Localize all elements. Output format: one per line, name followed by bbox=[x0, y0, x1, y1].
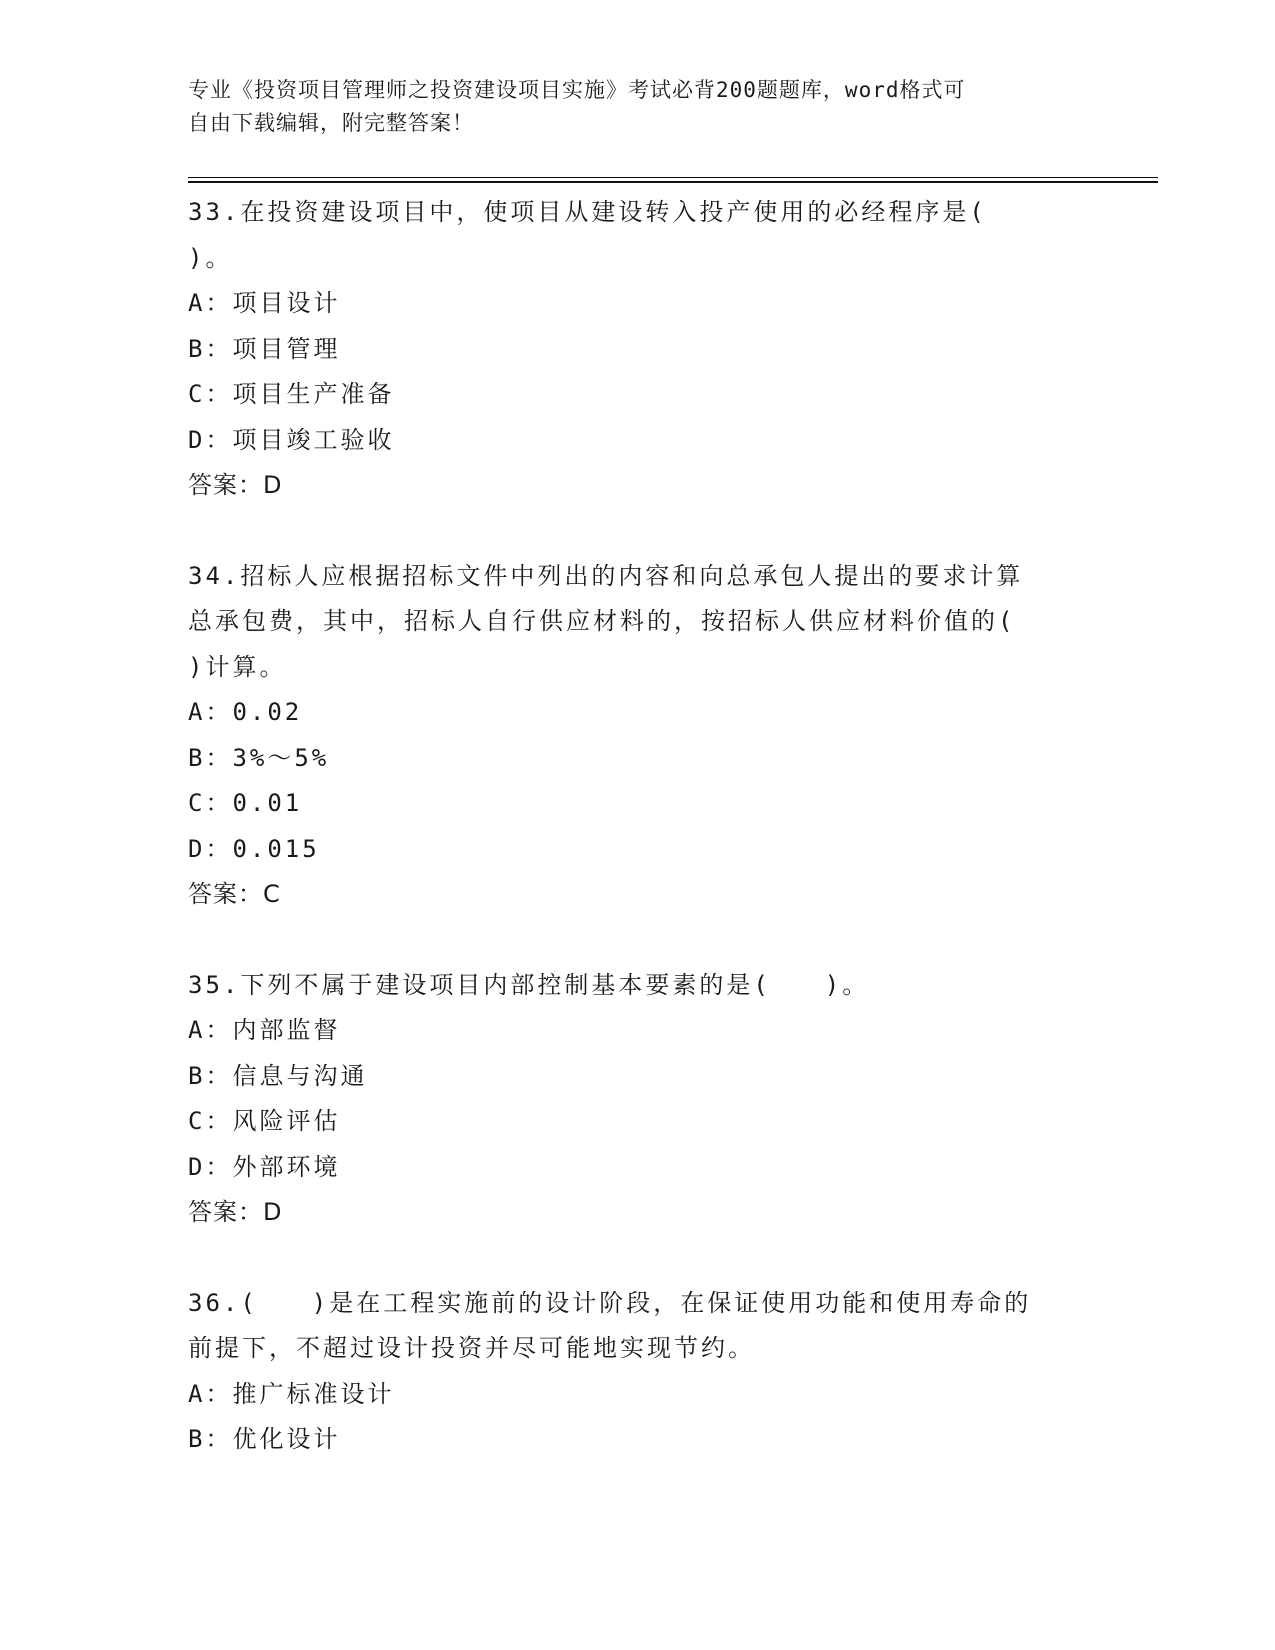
header-rule-thick bbox=[188, 181, 1158, 183]
question-stem-line: 35.下列不属于建设项目内部控制基本要素的是( )。 bbox=[188, 970, 870, 999]
question-stem-line: )。 bbox=[188, 243, 233, 272]
question-stem-line: 总承包费，其中，招标人自行供应材料的，按招标人供应材料价值的( bbox=[188, 607, 1016, 635]
option-b: B：优化设计 bbox=[188, 1425, 341, 1453]
answer: 答案：D bbox=[188, 1198, 283, 1226]
question-stem-line: 34.招标人应根据招标文件中列出的内容和向总承包人提出的要求计算 bbox=[188, 561, 1024, 590]
option-d: D：0.015 bbox=[188, 834, 320, 863]
question-spacer bbox=[188, 918, 1088, 963]
question-stem-line: 前提下，不超过设计投资并尽可能地实现节约。 bbox=[188, 1334, 755, 1362]
option-d: D：外部环境 bbox=[188, 1152, 341, 1181]
question-stem-line: )计算。 bbox=[188, 652, 287, 681]
question-spacer bbox=[188, 1236, 1088, 1281]
question-36 bbox=[188, 1281, 1088, 1463]
option-a: A：0.02 bbox=[188, 698, 303, 726]
question-list bbox=[188, 190, 1088, 1463]
option-b: B：项目管理 bbox=[188, 334, 341, 363]
option-a: A：内部监督 bbox=[188, 1016, 341, 1044]
answer: 答案：D bbox=[188, 471, 283, 499]
option-c: C：风险评估 bbox=[188, 1107, 341, 1135]
question-33 bbox=[188, 190, 1088, 509]
header-line-1: 专业《投资项目管理师之投资建设项目实施》考试必背200题题库，word格式可 bbox=[188, 78, 966, 102]
question-34 bbox=[188, 554, 1088, 918]
question-spacer bbox=[188, 509, 1088, 554]
question-stem-line: 36.( )是在工程实施前的设计阶段，在保证使用功能和使用寿命的 bbox=[188, 1288, 1032, 1317]
option-c: C：0.01 bbox=[188, 789, 303, 817]
option-c: C：项目生产准备 bbox=[188, 380, 395, 408]
document-header bbox=[188, 74, 1088, 140]
option-a: A：推广标准设计 bbox=[188, 1379, 395, 1408]
option-d: D：项目竣工验收 bbox=[188, 425, 395, 454]
header-line-2: 自由下载编辑，附完整答案！ bbox=[188, 111, 474, 135]
question-35 bbox=[188, 963, 1088, 1236]
question-stem-line: 33.在投资建设项目中，使项目从建设转入投产使用的必经程序是( bbox=[188, 198, 987, 226]
option-a: A：项目设计 bbox=[188, 289, 341, 317]
header-rule-thin bbox=[188, 177, 1158, 178]
option-b: B：信息与沟通 bbox=[188, 1061, 368, 1090]
option-b: B：3%～5% bbox=[188, 743, 330, 772]
answer: 答案：C bbox=[188, 880, 281, 908]
